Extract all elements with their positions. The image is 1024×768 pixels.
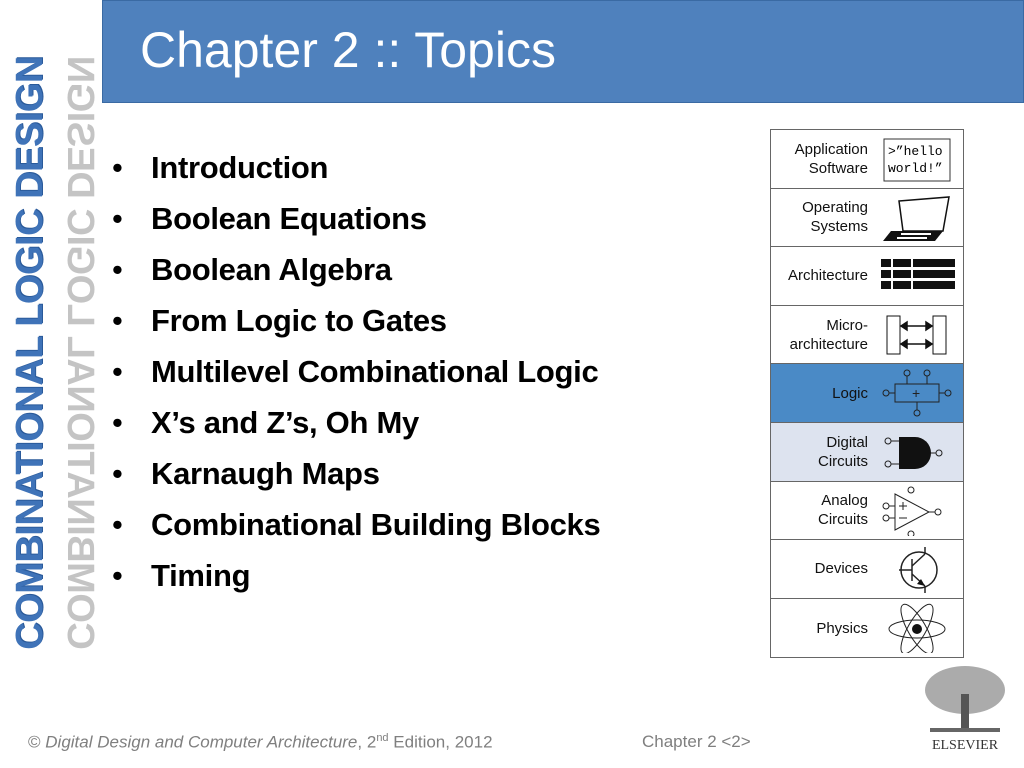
tree-icon bbox=[922, 664, 1008, 736]
layer-operating-systems bbox=[771, 189, 963, 248]
book-title: Digital Design and Computer Architecture bbox=[45, 732, 358, 752]
side-title-reflection: COMBINATIONAL LOGIC DESIGN bbox=[59, 56, 101, 650]
copyright-symbol: © bbox=[28, 732, 41, 752]
transistor-icon bbox=[877, 544, 957, 594]
layer-label: Circuits bbox=[817, 511, 868, 529]
page-number: Chapter 2 <2> bbox=[642, 732, 751, 751]
layer-label: Circuits bbox=[817, 452, 868, 470]
adder-icon bbox=[877, 368, 957, 418]
layer-application-software bbox=[771, 130, 963, 189]
icon-text: world!” bbox=[888, 161, 943, 176]
topic-item: • Timing bbox=[112, 550, 600, 601]
edition-text: Edition, 2012 bbox=[388, 732, 493, 752]
abstraction-layers bbox=[770, 129, 964, 658]
layer-devices bbox=[771, 540, 963, 599]
elsevier-logo bbox=[922, 664, 1008, 754]
topic-item: • Boolean Equations bbox=[112, 193, 600, 244]
layer-label: Logic bbox=[832, 384, 868, 402]
instruction-format-icon bbox=[877, 251, 957, 301]
layer-label: Digital bbox=[826, 433, 868, 451]
layer-physics bbox=[771, 599, 963, 658]
layer-label: Micro- bbox=[826, 316, 868, 334]
topic-item: • Combinational Building Blocks bbox=[112, 499, 600, 550]
topic-item: • Introduction bbox=[112, 142, 600, 193]
topic-item: • Boolean Algebra bbox=[112, 244, 600, 295]
edition-text: , 2 bbox=[357, 732, 377, 752]
topic-list bbox=[112, 142, 600, 601]
side-title bbox=[6, 8, 106, 698]
layer-analog-circuits bbox=[771, 482, 963, 541]
layer-logic bbox=[771, 364, 963, 423]
datapath-icon bbox=[877, 310, 957, 360]
edition-sup: nd bbox=[376, 732, 389, 744]
layer-label: Analog bbox=[821, 492, 868, 510]
topic-item: • From Logic to Gates bbox=[112, 295, 600, 346]
layer-label: Application bbox=[794, 140, 868, 158]
topic-item: • Multilevel Combinational Logic bbox=[112, 346, 600, 397]
laptop-icon bbox=[877, 193, 957, 243]
title-bar bbox=[102, 0, 1024, 103]
op-amp-icon bbox=[877, 486, 957, 536]
layer-digital-circuits bbox=[771, 423, 963, 482]
layer-microarchitecture bbox=[771, 306, 963, 365]
layer-label: Physics bbox=[816, 619, 868, 637]
layer-label: architecture bbox=[789, 335, 868, 353]
icon-text: + bbox=[912, 385, 921, 402]
terminal-icon bbox=[877, 134, 957, 184]
icon-text: >”hello bbox=[888, 144, 943, 159]
layer-architecture bbox=[771, 247, 963, 306]
footer-citation bbox=[28, 732, 493, 753]
layer-label: Systems bbox=[810, 218, 868, 236]
page-title: Chapter 2 :: Topics bbox=[140, 22, 556, 78]
layer-label: Operating bbox=[802, 199, 868, 217]
layer-label: Architecture bbox=[787, 267, 868, 285]
topic-item: • X’s and Z’s, Oh My bbox=[112, 397, 600, 448]
and-gate-icon bbox=[877, 427, 957, 477]
layer-label: Software bbox=[808, 159, 868, 177]
layer-label: Devices bbox=[814, 560, 868, 578]
publisher-name: ELSEVIER bbox=[931, 738, 999, 753]
atom-icon bbox=[877, 603, 957, 653]
topic-item: • Karnaugh Maps bbox=[112, 448, 600, 499]
side-title-text: COMBINATIONAL LOGIC DESIGN bbox=[9, 56, 51, 650]
